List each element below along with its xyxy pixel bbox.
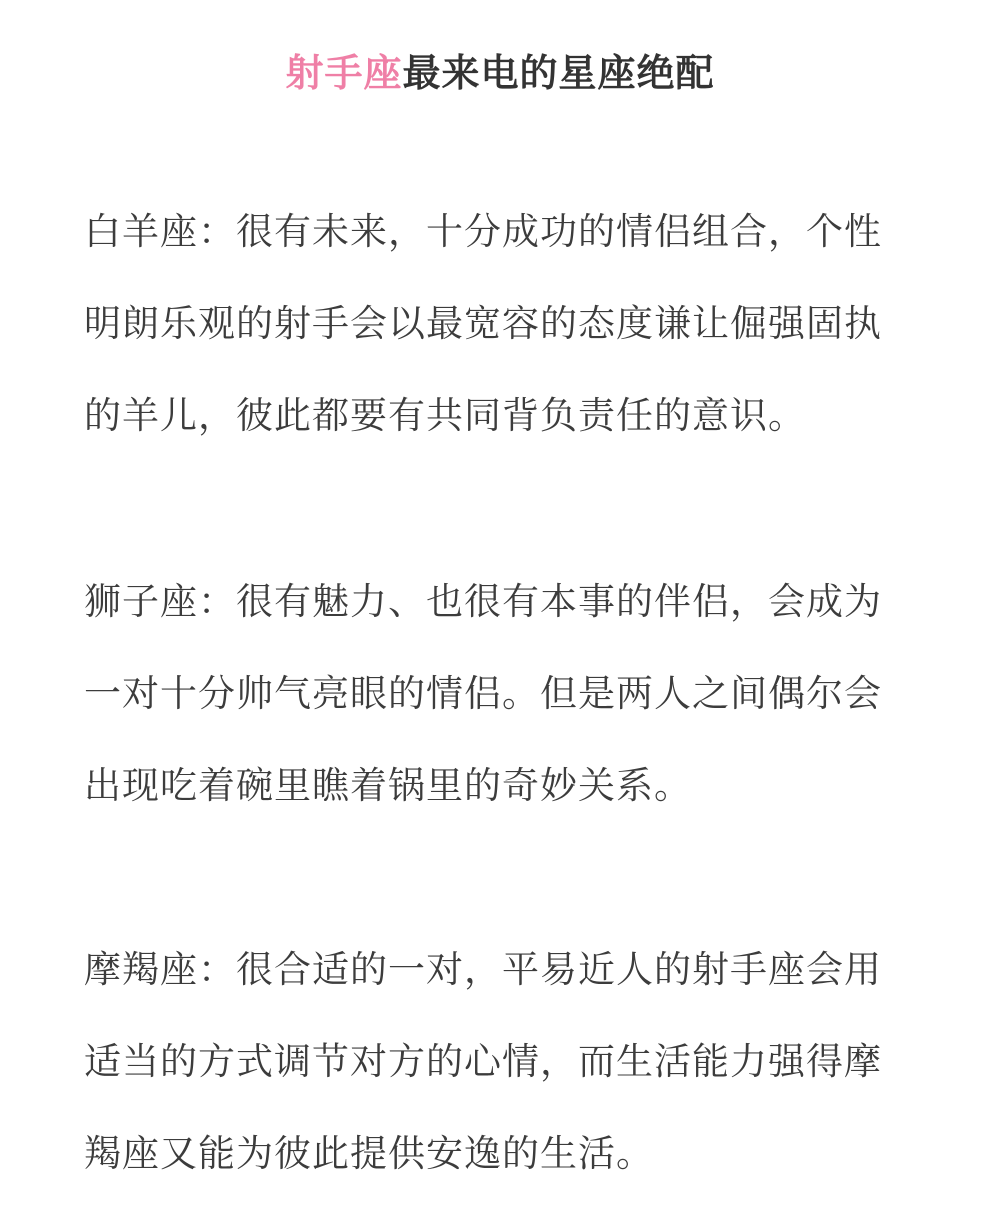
title-highlight: 射手座 bbox=[285, 51, 403, 95]
paragraph-line: 明朗乐观的射手会以最宽容的态度谦让倔强固执 bbox=[84, 302, 882, 345]
paragraph-line: 白羊座：很有未来，十分成功的情侣组合，个性 bbox=[84, 210, 882, 253]
paragraph-line: 适当的方式调节对方的心情，而生活能力强得摩 bbox=[84, 1040, 882, 1083]
paragraph-line: 羯座又能为彼此提供安逸的生活。 bbox=[84, 1132, 654, 1175]
paragraph-line: 出现吃着碗里瞧着锅里的奇妙关系。 bbox=[84, 764, 692, 807]
paragraph-line: 摩羯座：很合适的一对，平易近人的射手座会用 bbox=[84, 948, 882, 991]
paragraph-line: 的羊儿，彼此都要有共同背负责任的意识。 bbox=[84, 394, 806, 437]
page-title bbox=[0, 42, 1000, 97]
paragraph-capricorn bbox=[84, 924, 924, 1200]
paragraph-line: 一对十分帅气亮眼的情侣。但是两人之间偶尔会 bbox=[84, 672, 882, 715]
title-rest: 最来电的星座绝配 bbox=[402, 51, 715, 95]
paragraph-leo bbox=[84, 556, 924, 832]
paragraph-aries bbox=[84, 186, 924, 462]
paragraph-line: 狮子座：很有魅力、也很有本事的伴侣，会成为 bbox=[84, 580, 882, 623]
